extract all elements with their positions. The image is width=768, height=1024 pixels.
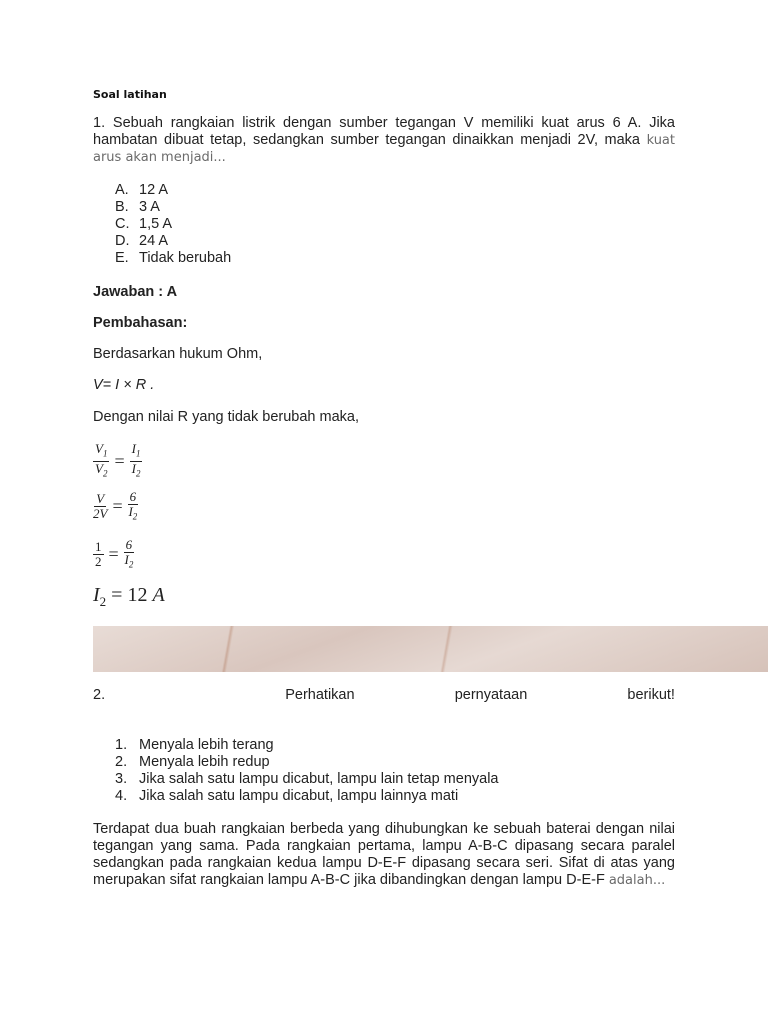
option-item: C. 1,5 A — [115, 216, 173, 232]
statement-item: 4. Jika salah satu lampu dicabut, lampu lainnya mati — [115, 788, 459, 804]
constant-r-line: Dengan nilai R yang tidak berubah maka, — [93, 409, 359, 425]
option-item: A. 12 A — [115, 182, 169, 198]
discussion-title: Pembahasan: — [93, 315, 188, 331]
ohm-law-line: Berdasarkan hukum Ohm, — [93, 346, 263, 362]
option-item: B. 3 A — [115, 199, 160, 215]
question-1-text: 1. Sebuah rangkaian listrik dengan sumber tegangan V memiliki kuat arus 6 A. Jika hambatan dibuat tetap, sedangkan sumber tegangan dinaikkan menjadi 2V, maka kuat arus akan menjadi... — [93, 115, 675, 165]
statement-item: 1. Menyala lebih terang — [115, 737, 274, 753]
question-2-header: 2. Perhatikan pernyataan berikut! — [93, 687, 675, 703]
statement-item: 2. Menyala lebih redup — [115, 754, 270, 770]
question-2-body: Terdapat dua buah rangkaian berbeda yang dihubungkan ke sebuah baterai dengan nilai tegangan yang sama. Pada rangkaian pertama, lampu A-B-C dipasang secara paralel sedangkan pada rangkaian kedua lampu D-E-F dipasang secara seri. Sifat di atas yang merupakan sifat rangkaian lampu A-B-C jika dibandingkan dengan lampu D-E-F adalah... — [93, 821, 675, 888]
equation-row-1: $\frac{V_1}{V_2}$ = $\frac{I_1}{I_2}$ — [95, 441, 141, 479]
marble-divider-image — [93, 626, 768, 672]
statement-item: 3. Jika salah satu lampu dicabut, lampu lain tetap menyala — [115, 771, 499, 787]
option-item: E. Tidak berubah — [115, 250, 232, 266]
ohm-formula: V= I × R . — [93, 377, 155, 393]
equation-result: $I_2 = 12$ A — [93, 584, 165, 609]
question-2-statements — [115, 737, 498, 805]
equation-row-2: $\frac{V}{2V}$ = $\frac{6}{I_2}$ — [93, 489, 138, 522]
answer-label: Jawaban : A — [93, 284, 178, 300]
question-1-options — [115, 182, 231, 267]
equation-row-3: $\frac{1}{2}$ = $\frac{6}{I_2}$ — [95, 537, 134, 570]
page-heading: Soal latihan — [93, 88, 167, 101]
option-item: D. 24 A — [115, 233, 169, 249]
